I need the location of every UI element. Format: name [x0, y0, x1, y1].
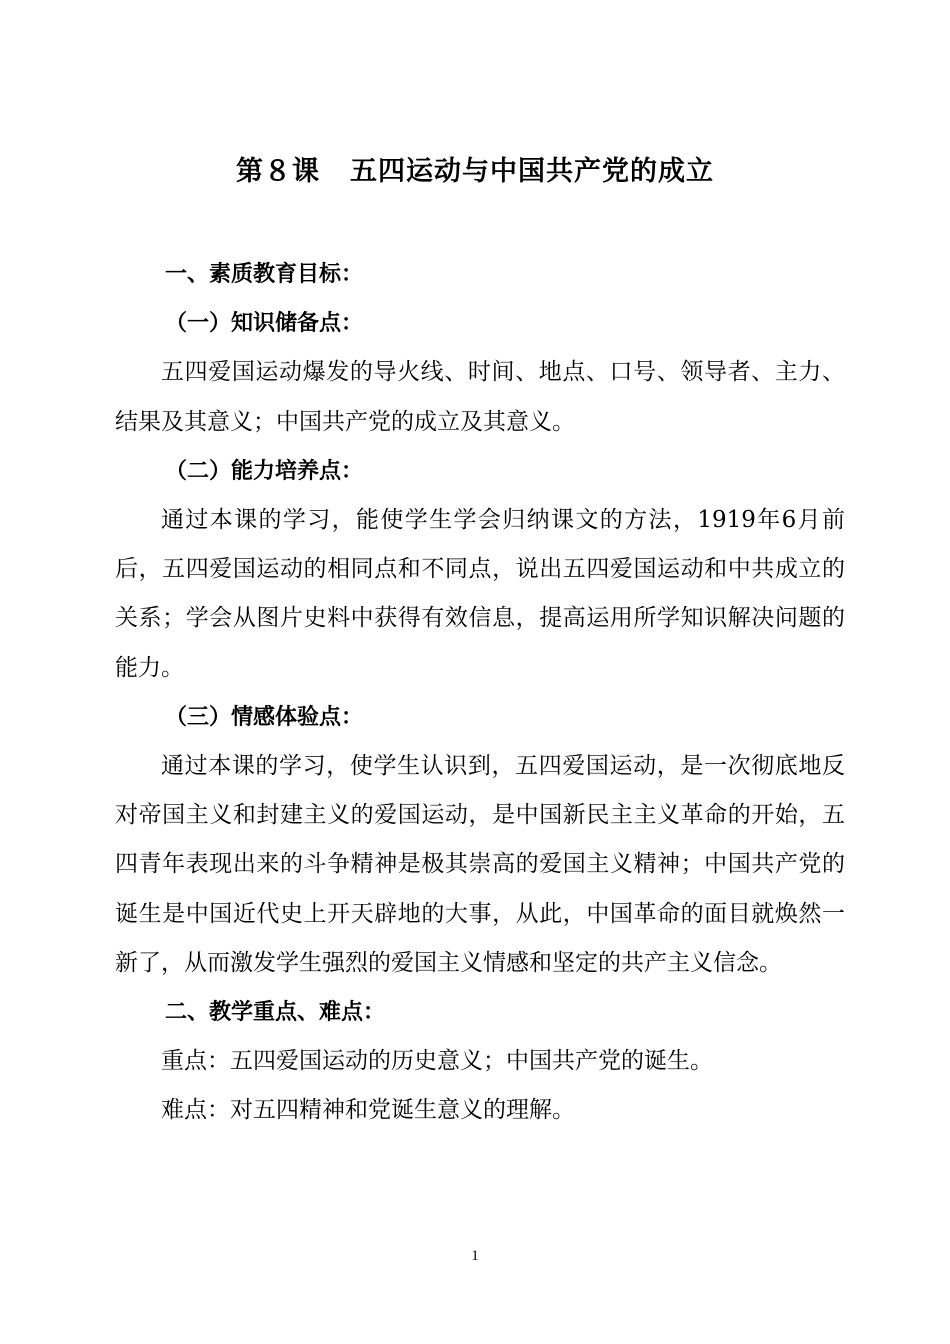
paragraph-difficulty: 难点：对五四精神和党诞生意义的理解。 [161, 1097, 575, 1124]
lesson-number: 第８课 [236, 156, 320, 187]
page-title [0, 152, 950, 192]
section-heading-goals: 一、素质教育目标： [165, 262, 364, 287]
paragraph-knowledge: 五四爱国运动爆发的导火线、时间、地点、口号、领导者、主力、结果及其意义；中国共产党的成立及其意义。 [115, 359, 845, 435]
paragraph-emotion: 通过本课的学习，使学生认识到，五四爱国运动，是一次彻底地反对帝国主义和封建主义的爱国运动，是中国新民主主义革命的开始，五四青年表现出来的斗争精神是极其崇高的爱国主义精神；中国共产党的诞生是中国近代史上开天辟地的大事，从此，中国革命的面目就焕然一新了，从而激发学生强烈的爱国主义情感和坚定的共产主义信念。 [115, 753, 845, 976]
lesson-title: 五四运动与中国共产党的成立 [350, 156, 714, 187]
subheading-ability: （二）能力培养点： [165, 458, 364, 484]
subheading-emotion: （三）情感体验点： [165, 704, 364, 730]
paragraph-key-point: 重点：五四爱国运动的历史意义；中国共产党的诞生。 [161, 1048, 713, 1075]
paragraph-ability: 通过本课的学习，能使学生学会归纳课文的方法，1919年6月前后，五四爱国运动的相同点和不同点，说出五四爱国运动和中共成立的关系；学会从图片史料中获得有效信息，提高运用所学知识解决问题的能力。 [115, 507, 845, 681]
section-heading-focus: 二、教学重点、难点： [165, 1000, 386, 1026]
document-body [115, 250, 845, 1136]
page-number: 1 [471, 1248, 479, 1264]
subheading-knowledge: （一）知识储备点： [165, 311, 364, 337]
